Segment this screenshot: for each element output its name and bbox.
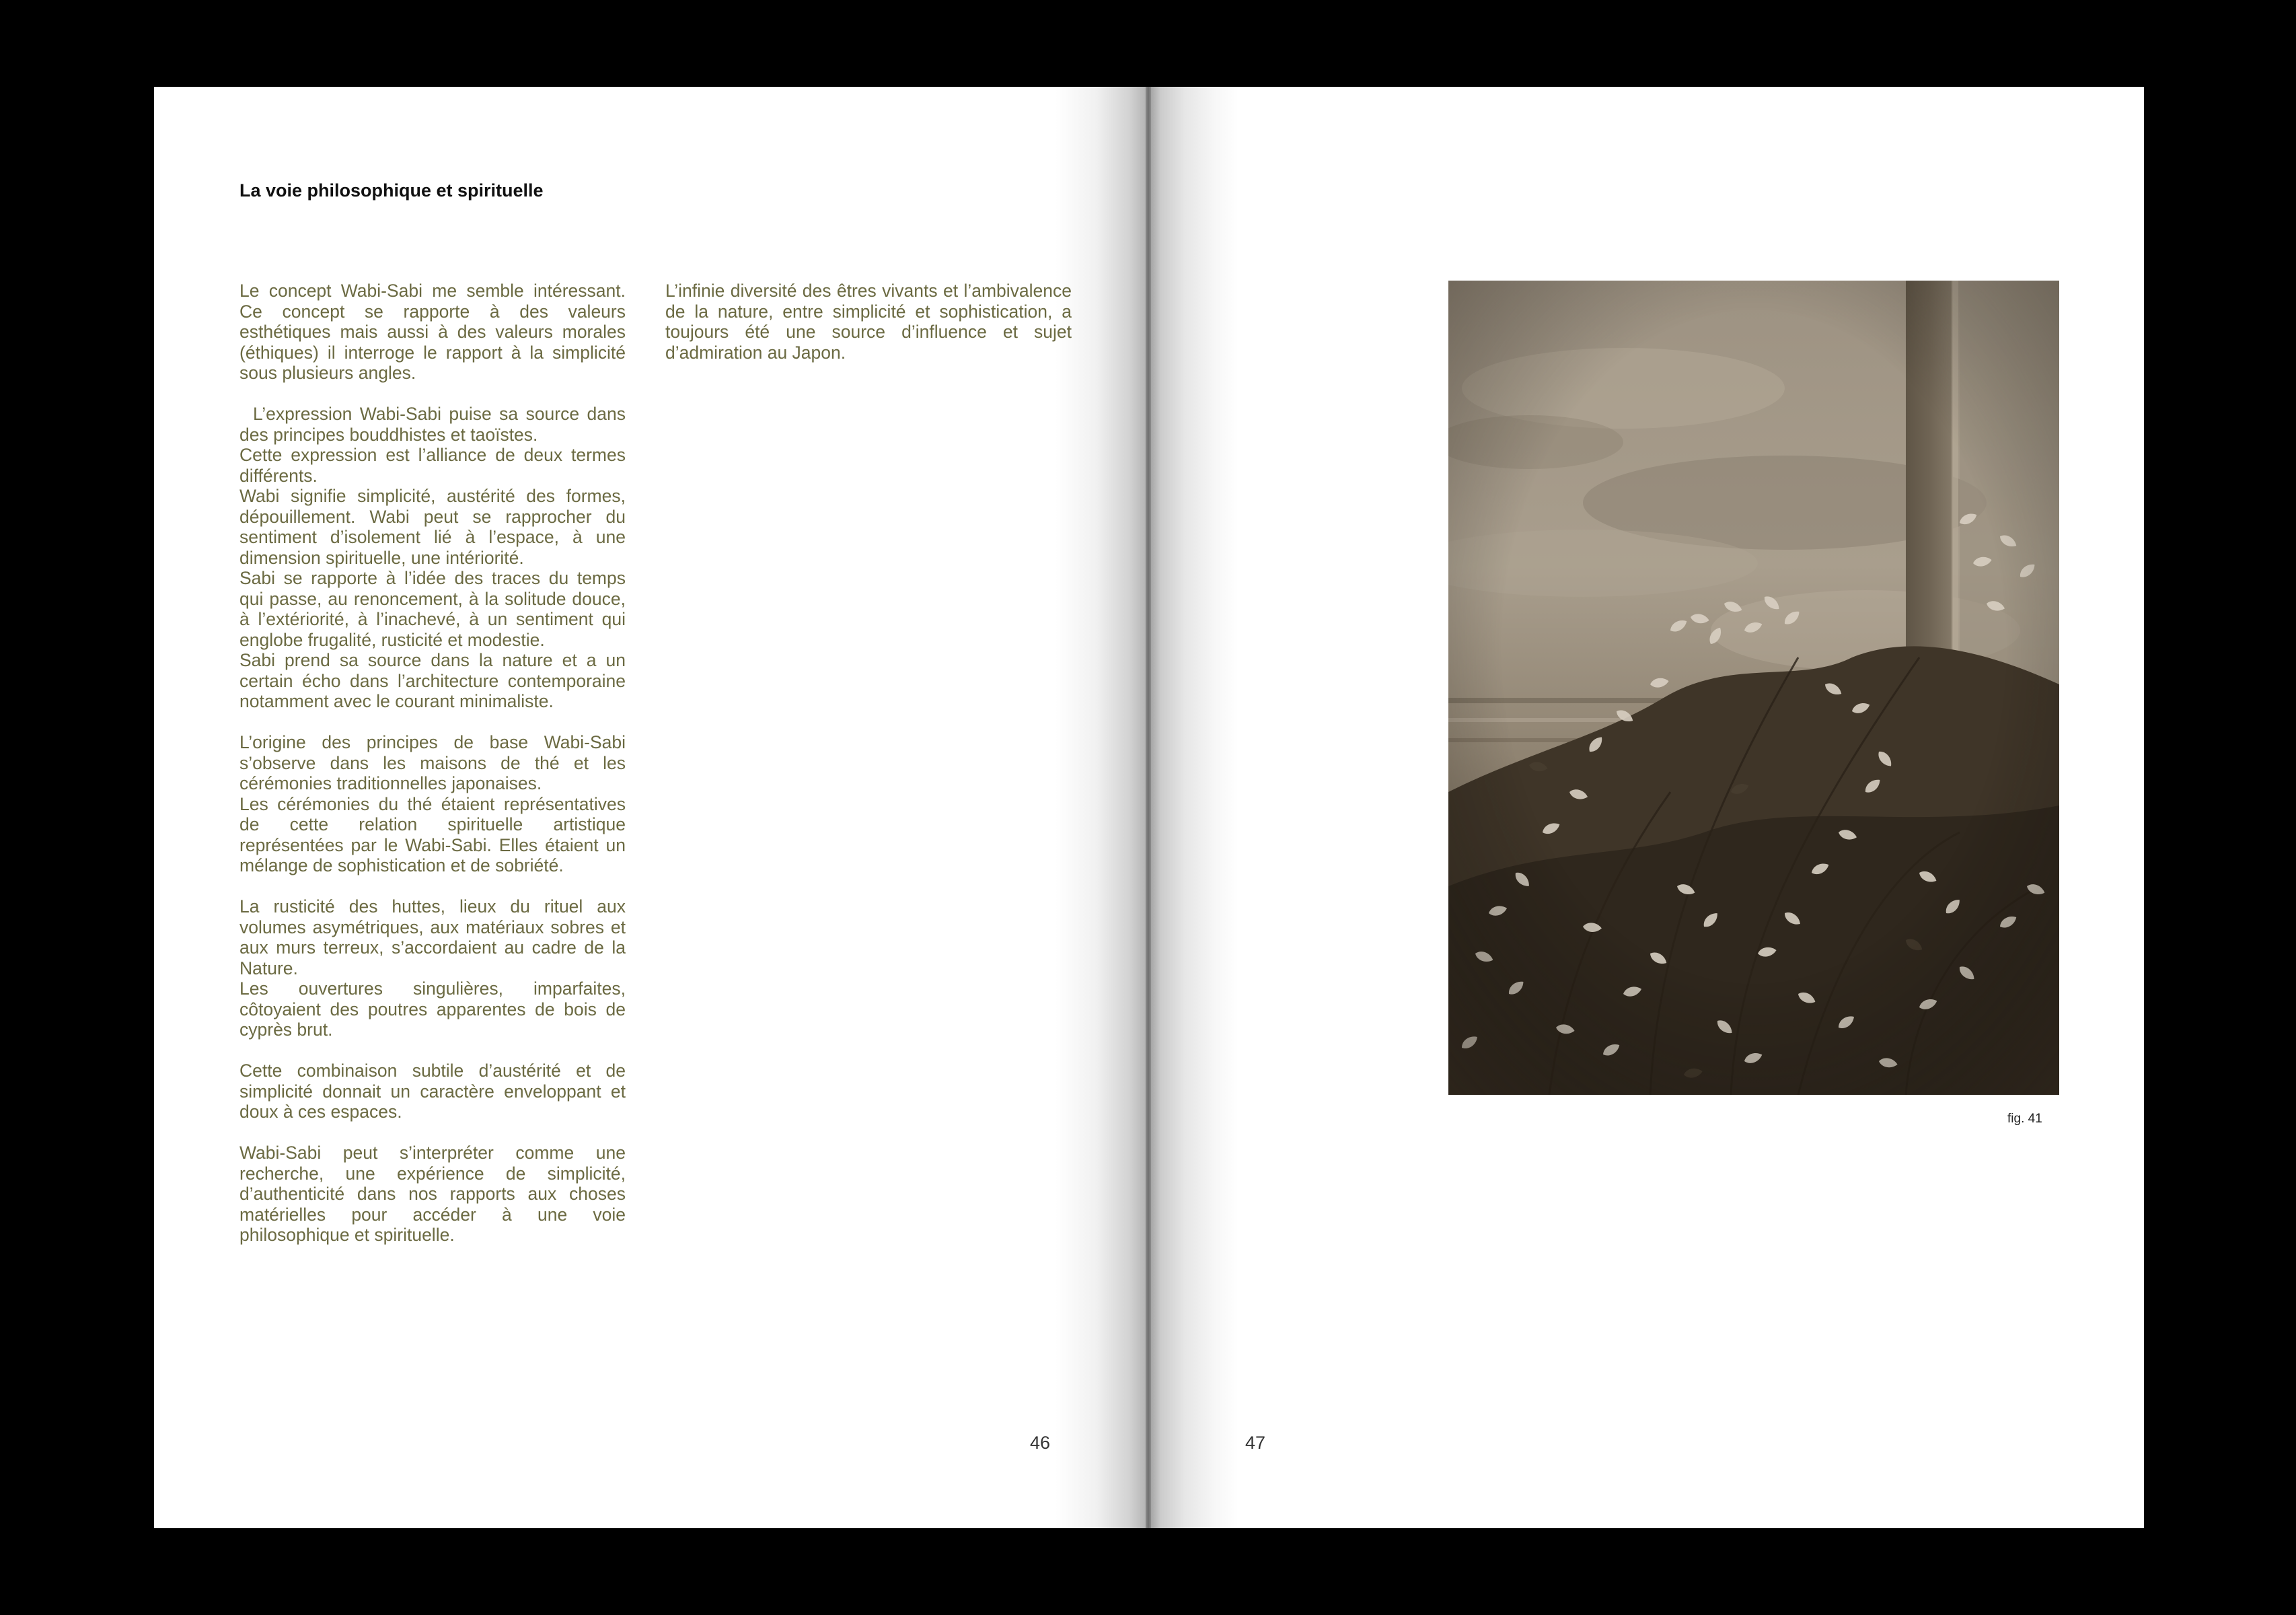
book-spread — [154, 87, 2144, 1528]
book-gutter — [1146, 87, 1151, 1528]
figure-photo-foliage — [1448, 281, 2059, 1095]
text-column-1 — [239, 281, 626, 1246]
paragraph: Sabi se rapporte à l’idée des traces du temps qui passe, au renoncement, à la solitude douce, à l’extériorité, à l’inachevé, à un sentiment qui englobe frugalité, rusticité et modestie. — [239, 568, 626, 650]
paragraph: L’expression Wabi-Sabi puise sa source dans des principes bouddhistes et taoïstes. — [239, 404, 626, 445]
paragraph: Cette combinaison subtile d’austérité et de simplicité donnait un caractère enveloppant et doux à ces espaces. — [239, 1061, 626, 1122]
paragraph: Les ouvertures singulières, imparfaites, côtoyaient des poutres apparentes de bois de cyprès brut. — [239, 978, 626, 1040]
paragraph: L’infinie diversité des êtres vivants et l’ambivalence de la nature, entre simplicité et sophistication, a toujours été une source d’influence et sujet d’admiration au Japon. — [665, 281, 1072, 363]
left-page — [154, 87, 1149, 1528]
page-number-right: 47 — [1245, 1433, 1266, 1453]
figure-caption: fig. 41 — [2007, 1112, 2042, 1126]
paragraph: Sabi prend sa source dans la nature et a un certain écho dans l’architecture contemporaine notamment avec le courant minimaliste. — [239, 650, 626, 711]
paragraph: Le concept Wabi-Sabi me semble intéressant. Ce concept se rapporte à des valeurs esthétiques mais aussi à des valeurs morales (éthiques) il interroge le rapport à la simplicité sous plusieurs angles. — [239, 281, 626, 383]
text-column-2 — [665, 281, 1072, 363]
paragraph: Les cérémonies du thé étaient représentatives de cette relation spirituelle artistique représentées par le Wabi-Sabi. Elles étaient un mélange de sophistication et de sobriété. — [239, 793, 626, 875]
paragraph: Wabi signifie simplicité, austérité des formes, dépouillement. Wabi peut se rapprocher du sentiment d’isolement lié à l’espace, à une dimension spirituelle, une intériorité. — [239, 486, 626, 568]
section-title: La voie philosophique et spirituelle — [239, 180, 544, 201]
paragraph: La rusticité des huttes, lieux du rituel aux volumes asymétriques, aux matériaux sobres et aux murs terreux, s’accordaient au cadre de la Nature. — [239, 896, 626, 978]
paragraph: Cette expression est l’alliance de deux termes différents. — [239, 445, 626, 486]
page-number-left: 46 — [1030, 1433, 1051, 1453]
paragraph: Wabi-Sabi peut s’interpréter comme une recherche, une expérience de simplicité, d’authenticité dans nos rapports aux choses matérielles pour accéder à une voie philosophique et spirituelle. — [239, 1143, 626, 1245]
paragraph: L’origine des principes de base Wabi-Sabi s’observe dans les maisons de thé et les cérémonies traditionnelles japonaises. — [239, 732, 626, 793]
